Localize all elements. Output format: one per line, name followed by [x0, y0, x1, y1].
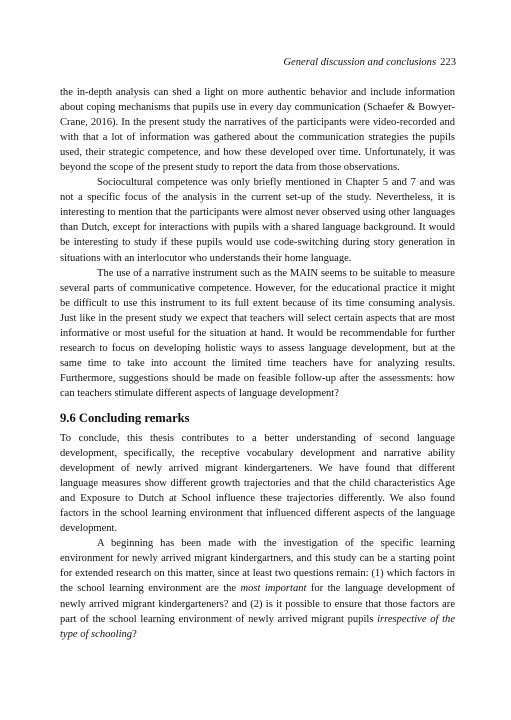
section-heading: 9.6 Concluding remarks — [60, 410, 190, 425]
paragraph-5 — [60, 536, 455, 641]
paragraph-1: the in-depth analysis can shed a light on more authentic behavior and include information about coping mechanisms that pupils use in every day communication (Schaefer & Bowyer-Crane, 2016). In the present study the narratives of the participants were video-recorded and with that a lot of information was gathered about the communication strategies the pupils used, their strategic competence, and how these developed over time. Unfortunately, it was beyond the scope of the present study to report the data from those observations. — [60, 87, 455, 174]
page-number: 223 — [440, 57, 456, 68]
paragraph-2: Sociocultural competence was only briefly mentioned in Chapter 5 and 7 and was not a specific focus of the analysis in the current set-up of the study. Nevertheless, it is interesting to mention that the participants were almost never observed using other languages than Dutch, except for interactions with pupils with a shared language background. It would be interesting to study if these pupils would use code-switching during story generation in situations with an interlocutor who understands their home language. — [60, 177, 455, 264]
paragraph-5-text-c: ? — [132, 628, 137, 640]
running-header — [283, 56, 456, 69]
running-header-title: General discussion and conclusions — [283, 57, 437, 68]
paragraph-5-text-a: A beginning has been made with the investigation of the specific learning environment for newly arrived migrant kindergartners, and this study can be a starting point for extended research on this matter, since at least two questions remain: (1) which factors in the school learning environment are the — [60, 538, 455, 595]
paragraph-5-emphasis-2: irrespective of the type of schooling — [60, 613, 455, 640]
paragraph-3: The use of a narrative instrument such as the MAIN seems to be suitable to measure several parts of communicative competence. However, for the educational practice it might be difficult to use this instrument to its full extent because of its time consuming analysis. Just like in the present study we expect that teachers will select certain aspects that are most informative or most useful for the situation at hand. It would be recommendable for further research to focus on developing holistic ways to assess language development, but at the same time to take into account the limited time teachers have for analyzing results. Furthermore, suggestions should be made on feasible follow-up after the assessments: how can teachers stimulate different aspects of language development? — [60, 267, 455, 399]
paragraph-5-emphasis-1: most important — [240, 583, 307, 595]
body-text — [60, 85, 455, 642]
paragraph-5-text-b: for the language development of newly arrived migrant kindergarteners? and (2) is it possible to ensure that those factors are part of the school learning environment of newly arrived migrant pupils — [60, 583, 456, 625]
paragraph-4: To conclude, this thesis contributes to a better understanding of second language development, specifically, the receptive vocabulary development and narrative ability development of newly arrived migrant kindergarteners. We have found that different language measures show different growth trajectories and that the child characteristics Age and Exposure to Dutch at School influence these trajectories differently. We also found factors in the school learning environment that influenced different aspects of the language development. — [60, 432, 455, 535]
